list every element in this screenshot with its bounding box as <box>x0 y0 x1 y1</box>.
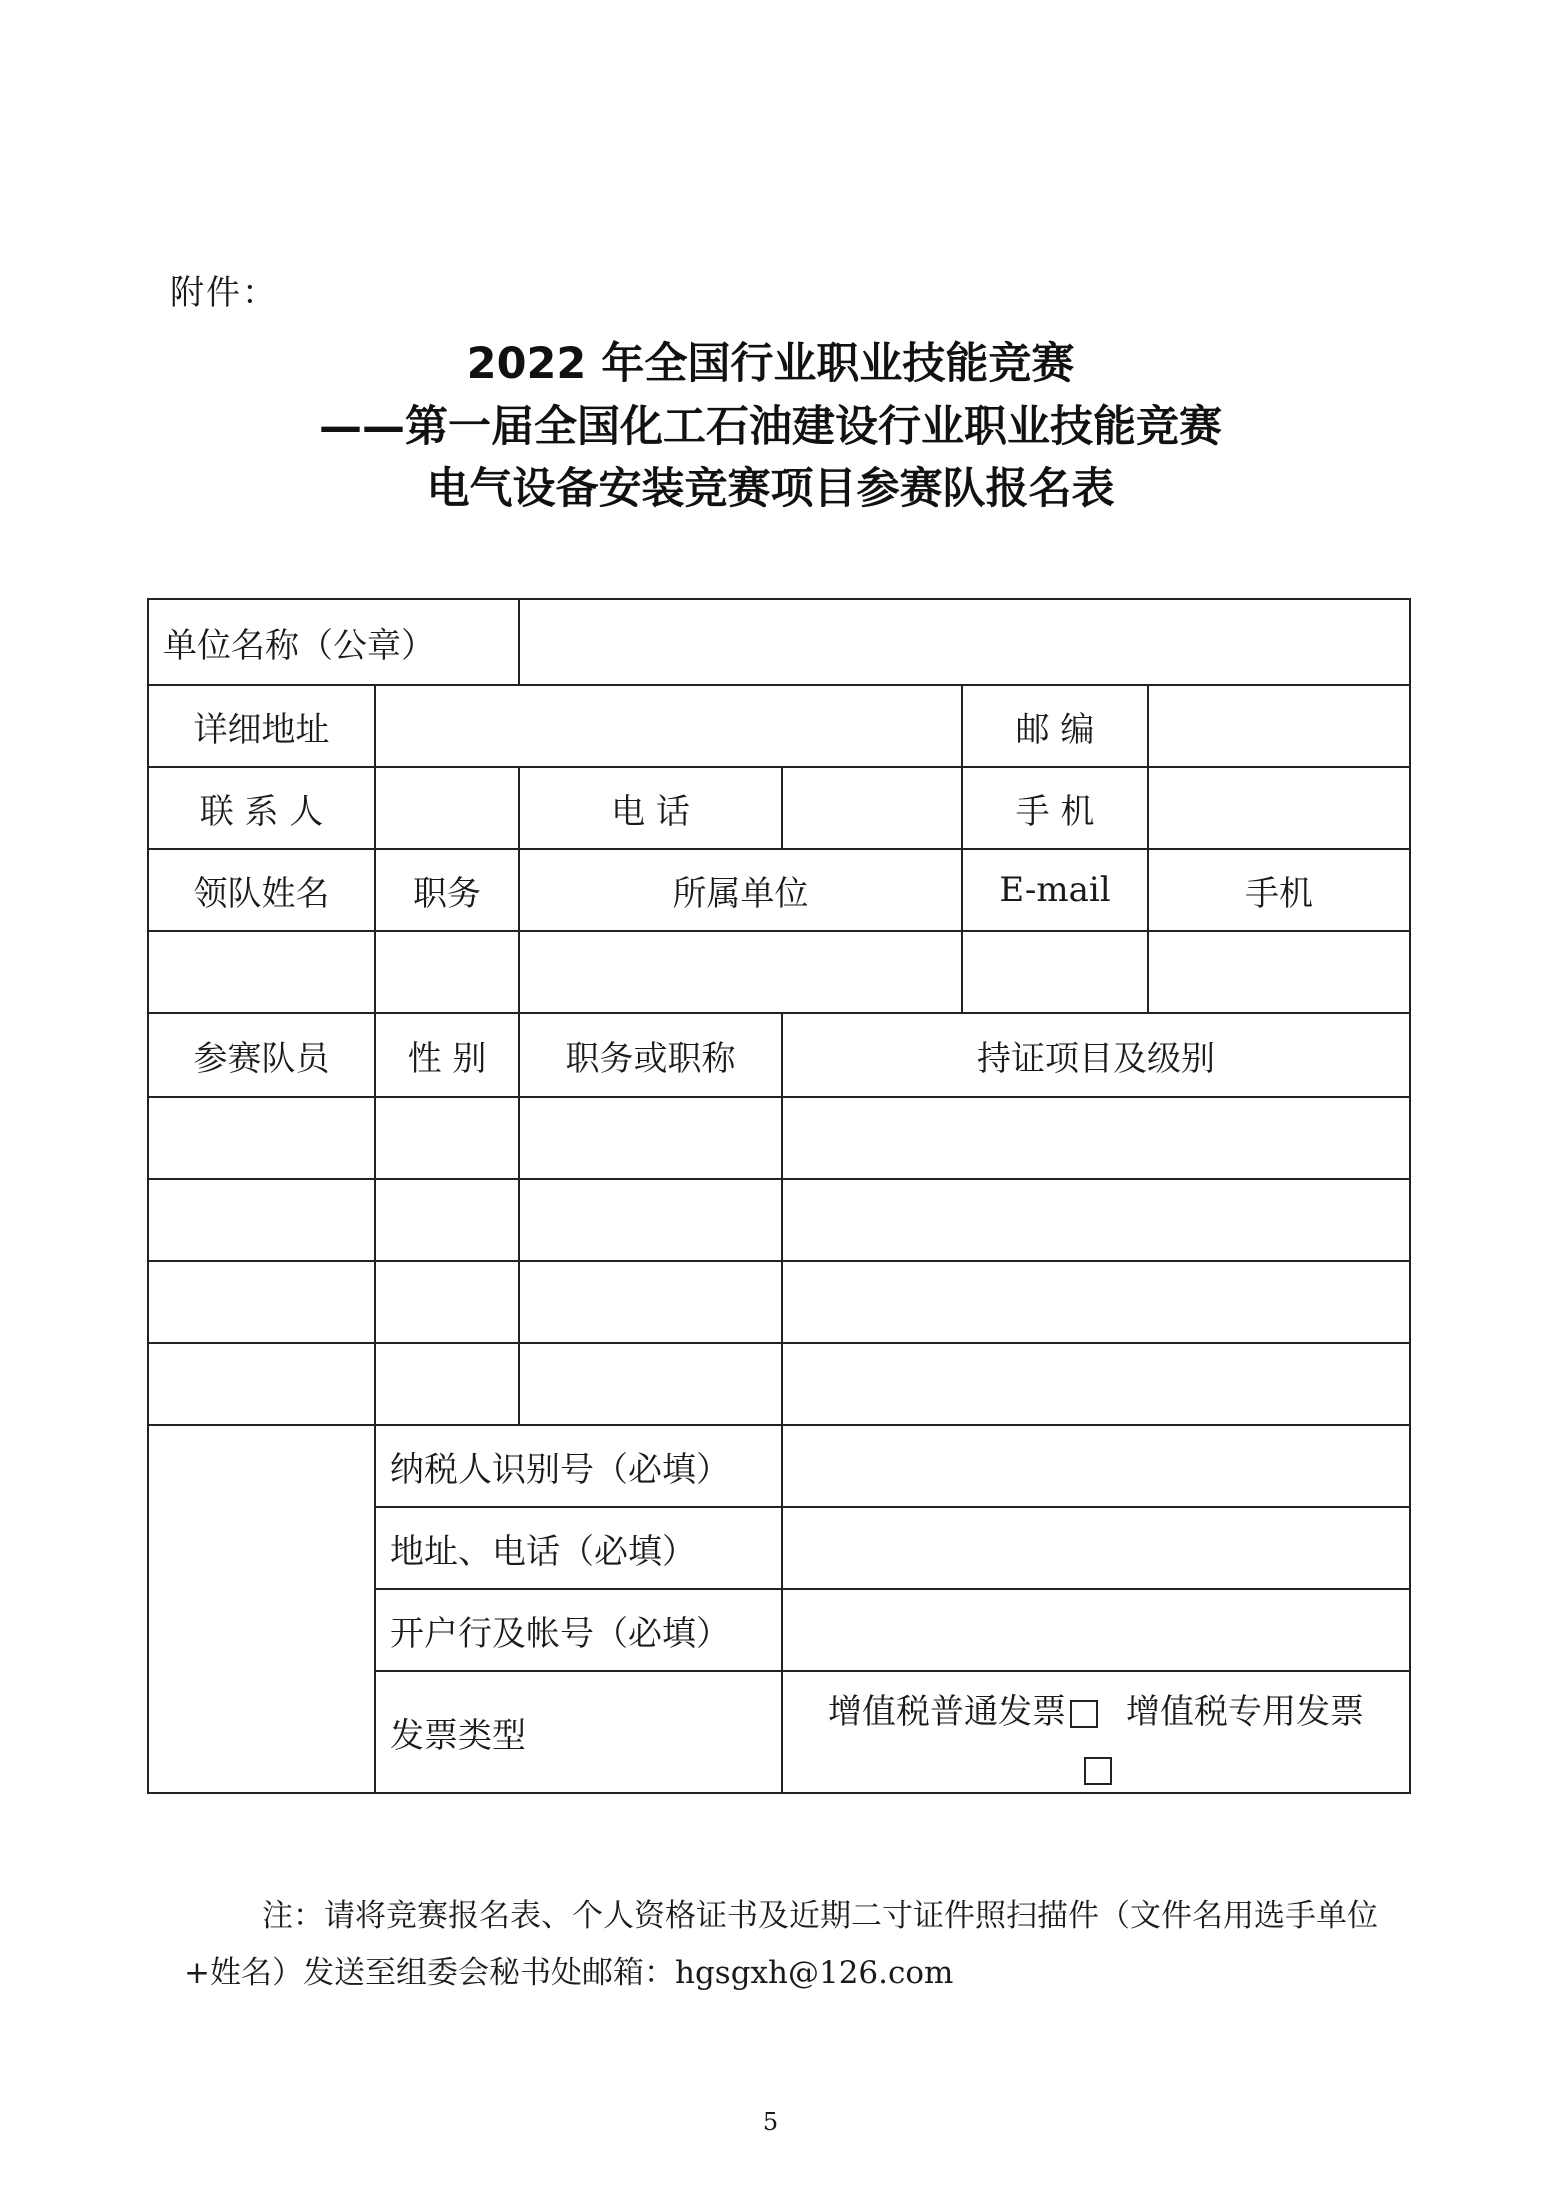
row-contact <box>148 767 1410 849</box>
address-label: 详细地址 <box>148 685 375 767</box>
member-row <box>148 1261 1410 1343</box>
bank-account-label: 开户行及帐号（必填） <box>375 1589 782 1671</box>
leader-position-label: 职务 <box>375 849 519 931</box>
member-row <box>148 1343 1410 1425</box>
affiliation-field[interactable] <box>519 931 962 1013</box>
leader-name-field[interactable] <box>148 931 375 1013</box>
taxpayer-id-label: 纳税人识别号（必填） <box>375 1425 782 1507</box>
row-taxpayer-id <box>148 1425 1410 1507</box>
invoice-special-label: 增值税专用发票 <box>1126 1691 1364 1732</box>
phone-label: 电 话 <box>519 767 782 849</box>
leader-name-label: 领队姓名 <box>148 849 375 931</box>
member-gender-field[interactable] <box>375 1261 519 1343</box>
member-gender-field[interactable] <box>375 1097 519 1179</box>
address-phone-label: 地址、电话（必填） <box>375 1507 782 1589</box>
postcode-label: 邮 编 <box>962 685 1148 767</box>
member-gender-field[interactable] <box>375 1179 519 1261</box>
member-title-field[interactable] <box>519 1097 782 1179</box>
gender-label: 性 别 <box>375 1013 519 1097</box>
address-field[interactable] <box>375 685 962 767</box>
member-name-field[interactable] <box>148 1343 375 1425</box>
note-line-2: +姓名）发送至组委会秘书处邮箱：hgsgxh@126.com <box>184 1955 954 1991</box>
contact-label: 联 系 人 <box>148 767 375 849</box>
member-name-field[interactable] <box>148 1261 375 1343</box>
attachment-label: 附件： <box>170 273 278 313</box>
email-field[interactable] <box>962 931 1148 1013</box>
leader-mobile-label: 手机 <box>1148 849 1410 931</box>
invoice-normal-label: 增值税普通发票 <box>828 1691 1066 1732</box>
bank-account-field[interactable] <box>782 1589 1410 1671</box>
address-phone-field[interactable] <box>782 1507 1410 1589</box>
invoice-section-blank <box>148 1425 375 1793</box>
title-line-1: 2022 年全国行业职业技能竞赛 <box>466 339 1075 389</box>
position-title-label: 职务或职称 <box>519 1013 782 1097</box>
title-line-3: 电气设备安装竞赛项目参赛队报名表 <box>426 464 1115 514</box>
leader-mobile-field[interactable] <box>1148 931 1410 1013</box>
leader-position-field[interactable] <box>375 931 519 1013</box>
row-address <box>148 685 1410 767</box>
member-row <box>148 1179 1410 1261</box>
member-certificates-field[interactable] <box>782 1261 1410 1343</box>
taxpayer-id-field[interactable] <box>782 1425 1410 1507</box>
members-label: 参赛队员 <box>148 1013 375 1097</box>
mobile-label: 手 机 <box>962 767 1148 849</box>
contact-field[interactable] <box>375 767 519 849</box>
invoice-special-checkbox[interactable] <box>1084 1757 1112 1785</box>
member-certificates-field[interactable] <box>782 1343 1410 1425</box>
member-name-field[interactable] <box>148 1179 375 1261</box>
registration-form <box>147 598 1411 1794</box>
row-unit-name <box>148 599 1410 685</box>
member-title-field[interactable] <box>519 1343 782 1425</box>
member-row <box>148 1097 1410 1179</box>
unit-name-label: 单位名称（公章） <box>148 599 519 685</box>
unit-name-field[interactable] <box>519 599 1410 685</box>
invoice-type-options <box>782 1671 1410 1793</box>
phone-field[interactable] <box>782 767 962 849</box>
invoice-type-label: 发票类型 <box>375 1671 782 1793</box>
member-certificates-field[interactable] <box>782 1097 1410 1179</box>
affiliation-label: 所属单位 <box>519 849 962 931</box>
invoice-normal-option <box>828 1684 1098 1733</box>
email-label: E-mail <box>962 849 1148 931</box>
member-title-field[interactable] <box>519 1261 782 1343</box>
certificates-label: 持证项目及级别 <box>782 1013 1410 1097</box>
member-certificates-field[interactable] <box>782 1179 1410 1261</box>
page-number: 5 <box>762 2108 779 2136</box>
row-members-header <box>148 1013 1410 1097</box>
note-line-1: 注：请将竞赛报名表、个人资格证书及近期二寸证件照扫描件（文件名用选手单位 <box>262 1898 1378 1934</box>
invoice-normal-checkbox[interactable] <box>1070 1700 1098 1728</box>
row-leader-header <box>148 849 1410 931</box>
postcode-field[interactable] <box>1148 685 1410 767</box>
member-name-field[interactable] <box>148 1097 375 1179</box>
member-gender-field[interactable] <box>375 1343 519 1425</box>
mobile-field[interactable] <box>1148 767 1410 849</box>
title-line-2: ——第一届全国化工石油建设行业职业技能竞赛 <box>319 402 1222 452</box>
member-title-field[interactable] <box>519 1179 782 1261</box>
row-leader-data <box>148 931 1410 1013</box>
